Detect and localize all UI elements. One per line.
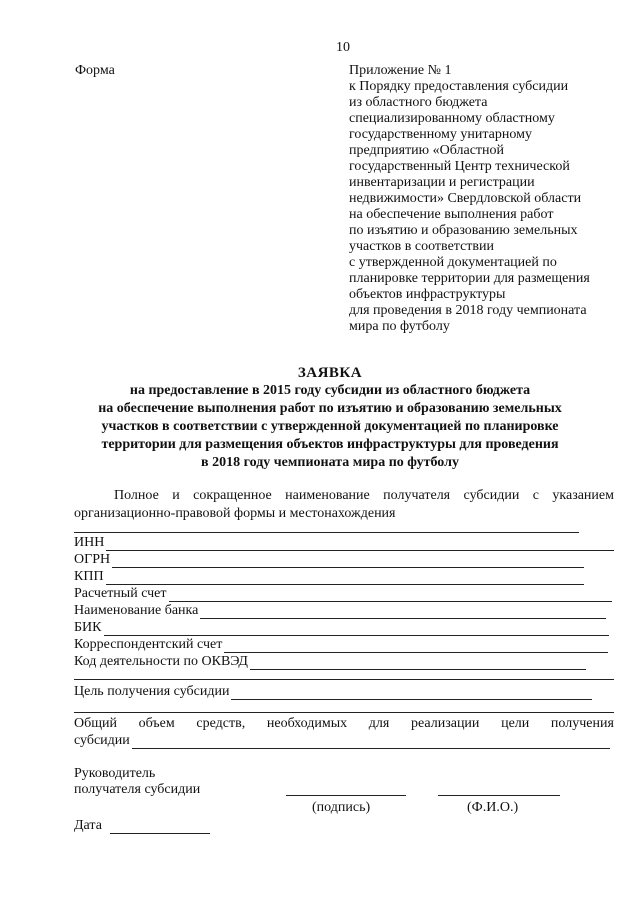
title-line: участков в соответствии с утвержденной документацией по планировке xyxy=(101,419,559,434)
signature-head-label xyxy=(74,766,200,798)
appendix-line: специализированному областному xyxy=(349,111,555,126)
page-number: 10 xyxy=(336,40,350,55)
total-word: для xyxy=(368,716,390,731)
okved-field[interactable] xyxy=(74,654,586,670)
title-heading: ЗАЯВКА xyxy=(297,365,363,381)
total-funds-label-end: субсидии xyxy=(74,733,130,748)
bik-field[interactable] xyxy=(74,620,609,636)
kpp-label: КПП xyxy=(74,569,104,584)
total-word: реализации xyxy=(411,716,480,731)
appendix-line: из областного бюджета xyxy=(349,95,488,110)
title-line: территории для размещения объектов инфраструктуры для проведения xyxy=(101,437,559,452)
date-input-line[interactable] xyxy=(110,820,210,834)
total-word: цели xyxy=(501,716,530,731)
date-field[interactable] xyxy=(74,818,210,834)
kpp-input-line[interactable] xyxy=(106,571,584,585)
bank-label: Наименование банка xyxy=(74,603,199,618)
account-label: Расчетный счет xyxy=(74,586,167,601)
total-word: средств, xyxy=(196,716,246,731)
appendix-line: предприятию «Областной xyxy=(349,143,505,158)
total-funds-field[interactable] xyxy=(74,733,610,749)
appendix-line: на обеспечение выполнения работ xyxy=(349,207,554,222)
appendix-line: участков в соответствии xyxy=(349,239,495,254)
appendix-line: недвижимости» Свердловской области xyxy=(349,191,582,206)
total-funds-input-line[interactable] xyxy=(132,735,610,749)
inn-label: ИНН xyxy=(74,535,105,550)
kpp-field[interactable] xyxy=(74,569,584,585)
account-field[interactable] xyxy=(74,586,612,602)
signature-input-line[interactable] xyxy=(286,795,406,796)
name-input-line[interactable] xyxy=(74,532,579,533)
total-word: Общий xyxy=(74,716,117,731)
okved-label: Код деятельности по ОКВЭД xyxy=(74,654,248,669)
corr-account-input-line[interactable] xyxy=(224,639,608,653)
ogrn-input-line[interactable] xyxy=(112,554,584,568)
title-line: на предоставление в 2015 году субсидии из областного бюджета xyxy=(129,383,531,398)
total-word: получения xyxy=(550,716,614,731)
bank-input-line[interactable] xyxy=(200,605,606,619)
head-label-line1: Руководитель xyxy=(74,766,156,781)
appendix-line: с утвержденной документацией по xyxy=(349,255,557,270)
intro-text: Полное и сокращенное наименование получателя субсидии с указанием организационно-правовой формы и местонахождения xyxy=(74,488,614,521)
total-word: необходимых xyxy=(266,716,348,731)
okved-input-line[interactable] xyxy=(250,656,586,670)
date-label: Дата xyxy=(74,818,102,833)
extra-input-line[interactable] xyxy=(74,679,614,680)
title-line: на обеспечение выполнения работ по изъятию и образованию земельных xyxy=(98,401,562,416)
fio-input-line[interactable] xyxy=(438,795,560,796)
inn-field[interactable] xyxy=(74,535,614,551)
fio-caption: (Ф.И.О.) xyxy=(467,800,519,815)
corr-account-field[interactable] xyxy=(74,637,608,653)
appendix-line: государственный Центр технической xyxy=(349,159,570,174)
document-title xyxy=(40,364,620,472)
appendix-line: для проведения в 2018 году чемпионата xyxy=(349,303,587,318)
purpose-extra-line[interactable] xyxy=(74,712,614,713)
total-word: объем xyxy=(138,716,175,731)
appendix-line: объектов инфраструктуры xyxy=(349,287,506,302)
ogrn-field[interactable] xyxy=(74,552,584,568)
purpose-field[interactable] xyxy=(74,684,592,700)
appendix-line: государственному унитарному xyxy=(349,127,532,142)
appendix-line: по изъятию и образованию земельных xyxy=(349,223,578,238)
corr-account-label: Корреспондентский счет xyxy=(74,637,223,652)
account-input-line[interactable] xyxy=(169,588,612,602)
ogrn-label: ОГРН xyxy=(74,552,111,567)
appendix-line: к Порядку предоставления субсидии xyxy=(349,79,569,94)
title-line: в 2018 году чемпионата мира по футболу xyxy=(201,455,459,470)
head-label-line2: получателя субсидии xyxy=(74,782,201,797)
bank-field[interactable] xyxy=(74,603,606,619)
appendix-block xyxy=(349,63,624,335)
total-funds-label xyxy=(74,716,614,732)
appendix-line: инвентаризации и регистрации xyxy=(349,175,535,190)
inn-input-line[interactable] xyxy=(106,537,614,551)
purpose-label: Цель получения субсидии xyxy=(74,684,230,699)
appendix-line: планировке территории для размещения xyxy=(349,271,590,286)
bik-input-line[interactable] xyxy=(104,622,610,636)
appendix-line: мира по футболу xyxy=(349,319,450,334)
purpose-input-line[interactable] xyxy=(231,686,592,700)
signature-caption: (подпись) xyxy=(312,800,371,815)
appendix-line: Приложение № 1 xyxy=(349,63,452,78)
form-label: Форма xyxy=(75,63,115,78)
bik-label: БИК xyxy=(74,620,102,635)
